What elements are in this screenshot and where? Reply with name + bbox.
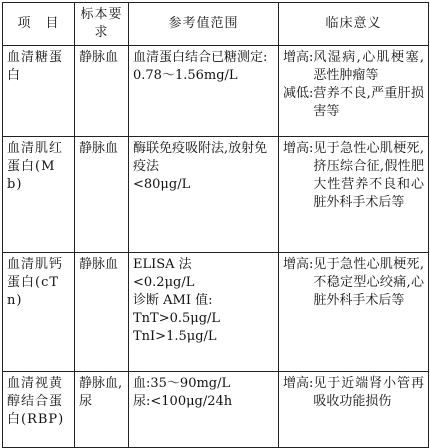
significance-text: 风湿病,心肌梗塞,恶性肿瘤等 <box>313 50 424 83</box>
reference-cell <box>129 46 279 137</box>
reference-cell <box>129 137 279 253</box>
table-row <box>3 372 429 448</box>
reference-line: <80μg/L <box>133 177 191 192</box>
significance-text: 见于急性心肌梗死,不稳定型心绞痛,心脏外科手术后等 <box>313 257 424 308</box>
significance-entry <box>283 375 424 411</box>
reference-line: TnI>1.5μg/L <box>133 329 217 344</box>
specimen-cell: 静脉血,尿 <box>75 372 129 448</box>
item-name-cell: 血清肌红蛋白(Mb) <box>3 137 75 253</box>
reference-line: <0.2μg/L <box>133 275 195 290</box>
reference-cell <box>129 372 279 448</box>
reference-line: 尿:<100μg/24h <box>133 394 233 409</box>
reference-line: 0.78～1.56mg/L <box>133 68 238 83</box>
header-reference: 参考值范围 <box>129 3 279 46</box>
clinical-reference-table <box>2 2 429 448</box>
table-header <box>3 3 429 46</box>
reference-line: TnT>0.5μg/L <box>133 311 221 326</box>
significance-cell <box>279 46 429 137</box>
table-row <box>3 137 429 253</box>
item-name-cell: 血清糖蛋白 <box>3 46 75 137</box>
table-row <box>3 253 429 372</box>
significance-tag: 增高: <box>283 50 314 65</box>
specimen-cell: 静脉血 <box>75 46 129 137</box>
significance-tag: 增高: <box>283 257 314 272</box>
significance-cell <box>279 372 429 448</box>
significance-text: 见于急性心肌梗死,挤压综合征,假性肥大性营养不良和心脏外科手术后等 <box>313 141 424 210</box>
significance-text: 见于近端肾小管再吸收功能损伤 <box>313 376 424 409</box>
significance-tag: 增高: <box>283 141 314 156</box>
reference-line: ELISA 法 <box>133 257 192 272</box>
item-name-cell: 血清视黄醇结合蛋白(RBP) <box>3 372 75 448</box>
reference-cell <box>129 253 279 372</box>
header-item: 项 目 <box>3 3 75 46</box>
reference-line: 诊断 AMI 值: <box>133 293 213 308</box>
specimen-cell: 静脉血 <box>75 137 129 253</box>
significance-tag: 减低: <box>283 86 314 101</box>
table-row <box>3 46 429 137</box>
header-specimen: 标本要求 <box>75 3 129 46</box>
significance-entry <box>283 140 424 212</box>
item-name-cell: 血清肌钙蛋白(cTn) <box>3 253 75 372</box>
header-significance: 临床意义 <box>279 3 429 46</box>
significance-tag: 增高: <box>283 376 314 391</box>
significance-entry <box>283 49 424 85</box>
significance-entry <box>283 85 424 121</box>
significance-cell <box>279 253 429 372</box>
reference-line: 酶联免疫吸附法,放射免疫法 <box>133 141 268 174</box>
reference-line: 血:35～90mg/L <box>133 376 231 391</box>
significance-text: 营养不良,严重肝损害等 <box>313 86 424 119</box>
significance-cell <box>279 137 429 253</box>
significance-entry <box>283 256 424 310</box>
reference-line: 血清蛋白结合已糖测定: <box>133 50 268 65</box>
specimen-cell: 静脉血 <box>75 253 129 372</box>
